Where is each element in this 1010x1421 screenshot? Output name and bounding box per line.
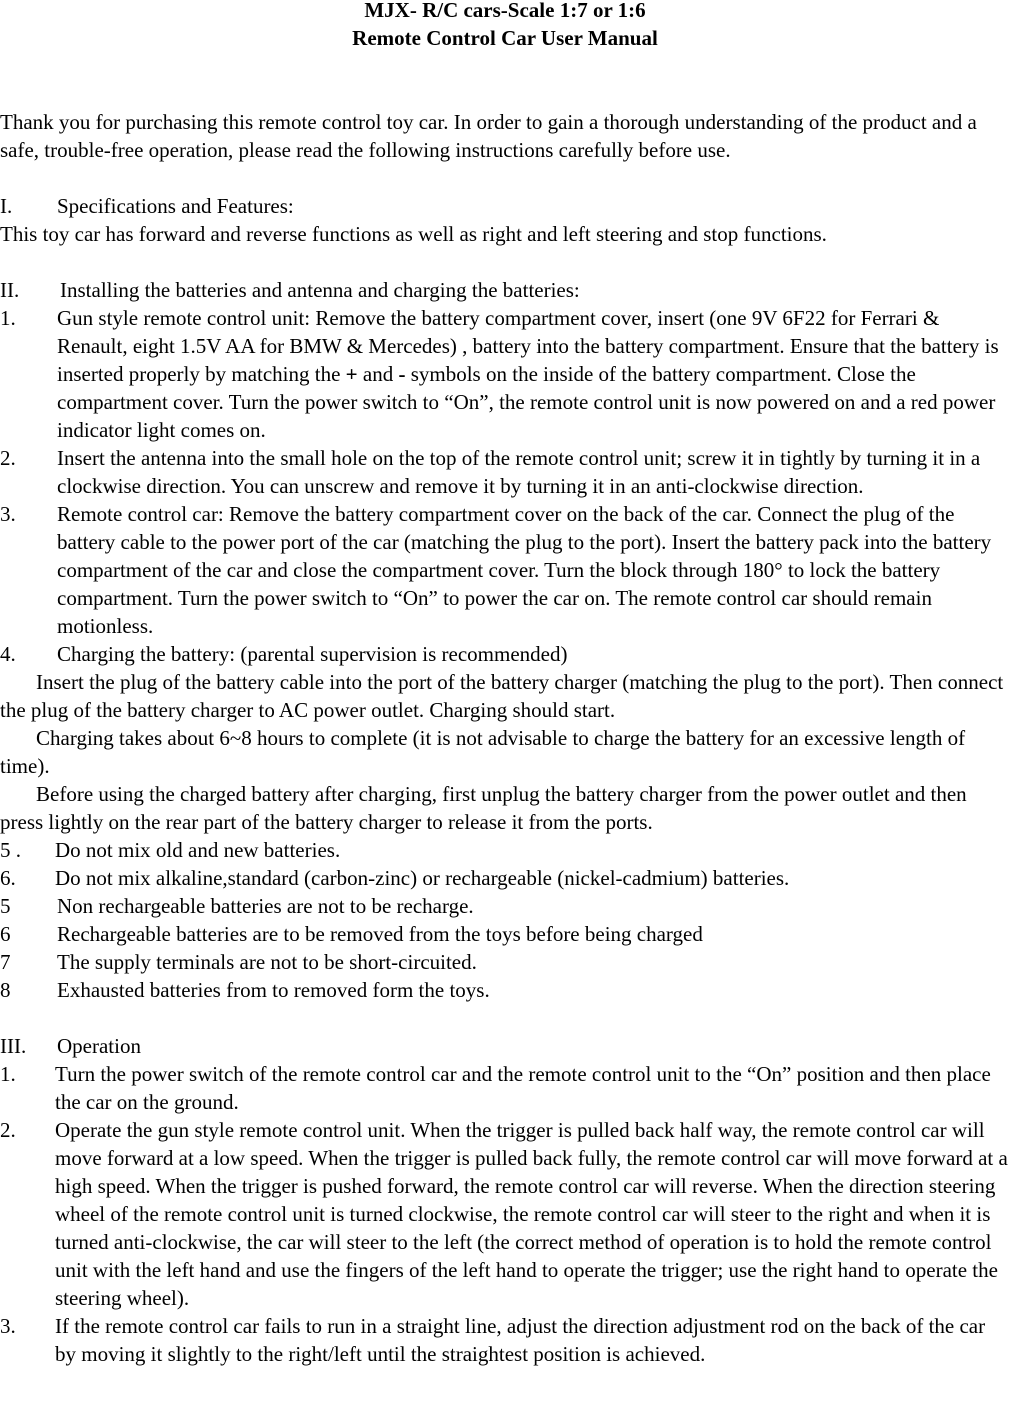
section-3-number: III.: [0, 1034, 27, 1058]
item-number: 5: [0, 894, 11, 918]
item-number: 1.: [0, 1062, 16, 1086]
item-number: 1.: [0, 306, 16, 330]
item-number: 6.: [0, 866, 16, 890]
item-number: 4.: [0, 642, 16, 666]
item-text: Non rechargeable batteries are not to be recharge.: [57, 894, 474, 918]
section-1-text: This toy car has forward and reverse functions as well as right and left steering and stop functions.: [0, 222, 827, 246]
section-1-heading: [0, 192, 1010, 220]
section-2-heading: [0, 276, 1010, 304]
section-3-item-3: [0, 1312, 1010, 1368]
section-2-item-7: [0, 948, 1010, 976]
item-text: Exhausted batteries from to removed form the toys.: [57, 978, 490, 1002]
item-text: Operate the gun style remote control unit. When the trigger is pulled back half way, the remote control car will move forward at a low speed. When the trigger is pulled back fully, the remote control car will move forward at a high speed. When the trigger is pushed forward, the remote control car will reverse. When the direction steering wheel of the remote control unit is turned clockwise, the remote control car will steer to the right and when it is turned anti-clockwise, the car will steer to the left (the correct method of operation is to hold the remote control unit with the left hand and use the fingers of the left hand to operate the trigger; use the right hand to operate the steering wheel).: [55, 1118, 1008, 1310]
item-text: The supply terminals are not to be short-circuited.: [57, 950, 477, 974]
item-number: 2.: [0, 446, 16, 470]
section-2-item-2: [0, 444, 1010, 500]
section-2-item-4: [0, 640, 1010, 668]
section-2-item-5b: [0, 892, 1010, 920]
section-3-heading: [0, 1032, 1010, 1060]
section-3-item-1: [0, 1060, 1010, 1116]
item-number: 3.: [0, 502, 16, 526]
item-text: Charging the battery: (parental supervision is recommended): [57, 642, 568, 666]
item-text: Turn the power switch of the remote control car and the remote control unit to the “On” position and then place the car on the ground.: [55, 1062, 991, 1114]
title-line-1: MJX- R/C cars-Scale 1:7 or 1:6: [364, 0, 646, 22]
section-1-number: I.: [0, 194, 13, 218]
item-number: 2.: [0, 1118, 16, 1142]
section-2-item-8: [0, 976, 1010, 1004]
title-line-2: Remote Control Car User Manual: [352, 26, 658, 50]
charging-paragraph-3: Before using the charged battery after charging, first unplug the battery charger from the power outlet and then press lightly on the rear part of the battery charger to release it from the ports.: [0, 782, 967, 834]
item-number: 5 .: [0, 838, 21, 862]
minus-symbol: -: [398, 362, 406, 386]
item-number: 6: [0, 922, 11, 946]
section-2-item-5a: [0, 836, 1010, 864]
section-1-title: Specifications and Features:: [57, 194, 294, 218]
item-1-text-b: and: [357, 362, 399, 386]
item-number: 8: [0, 978, 11, 1002]
item-text: Do not mix old and new batteries.: [55, 838, 341, 862]
section-2-title: Installing the batteries and antenna and charging the batteries:: [60, 278, 580, 302]
item-text: Do not mix alkaline,standard (carbon-zinc) or rechargeable (nickel-cadmium) batteries.: [55, 866, 790, 890]
item-1-text-a: Gun style remote control unit: Remove the battery compartment cover, insert (one 9V 6F22 for Ferrari & Renault, eight 1.5V AA for BMW & Mercedes) , battery into the battery compartment. Ensure that the battery is inserted properly by matching the: [57, 306, 999, 386]
item-text: Insert the antenna into the small hole on the top of the remote control unit; screw it in tightly by turning it in a clockwise direction. You can unscrew and remove it by turning it in an anti-clockwise direction.: [57, 446, 981, 498]
item-text: Remote control car: Remove the battery compartment cover on the back of the car. Connect the plug of the battery cable to the power port of the car (matching the plug to the port). Insert the battery pack into the battery compartment of the car and close the compartment cover. Turn the block through 180° to lock the battery compartment. Turn the power switch to “On” to power the car on. The remote control car should remain motionless.: [57, 502, 992, 638]
charging-paragraph-2: Charging takes about 6~8 hours to complete (it is not advisable to charge the battery for an excessive length of time).: [0, 726, 966, 778]
section-2-item-3: [0, 500, 1010, 640]
charging-paragraph-1: Insert the plug of the battery cable into the port of the battery charger (matching the plug to the port). Then connect the plug of the battery charger to AC power outlet. Charging should start.: [0, 670, 1004, 722]
plus-symbol: +: [345, 362, 358, 386]
intro-paragraph: Thank you for purchasing this remote control toy car. In order to gain a thorough understanding of the product and a safe, trouble-free operation, please read the following instructions carefully before use.: [0, 110, 977, 162]
section-3-item-2: [0, 1116, 1010, 1312]
item-text: If the remote control car fails to run in a straight line, adjust the direction adjustment rod on the back of the car by moving it slightly to the right/left until the straightest position is achieved.: [55, 1314, 986, 1366]
section-2-item-6a: [0, 864, 1010, 892]
item-number: 7: [0, 950, 11, 974]
section-3-title: Operation: [57, 1034, 141, 1058]
section-2-item-6b: [0, 920, 1010, 948]
item-1-text-c: symbols on the inside of the battery compartment. Close the compartment cover. Turn the power switch to “On”, the remote control unit is now powered on and a red power indicator light comes on.: [57, 362, 996, 442]
section-2-item-1: [0, 304, 1010, 444]
item-number: 3.: [0, 1314, 16, 1338]
item-text: Rechargeable batteries are to be removed from the toys before being charged: [57, 922, 703, 946]
section-2-number: II.: [0, 278, 20, 302]
